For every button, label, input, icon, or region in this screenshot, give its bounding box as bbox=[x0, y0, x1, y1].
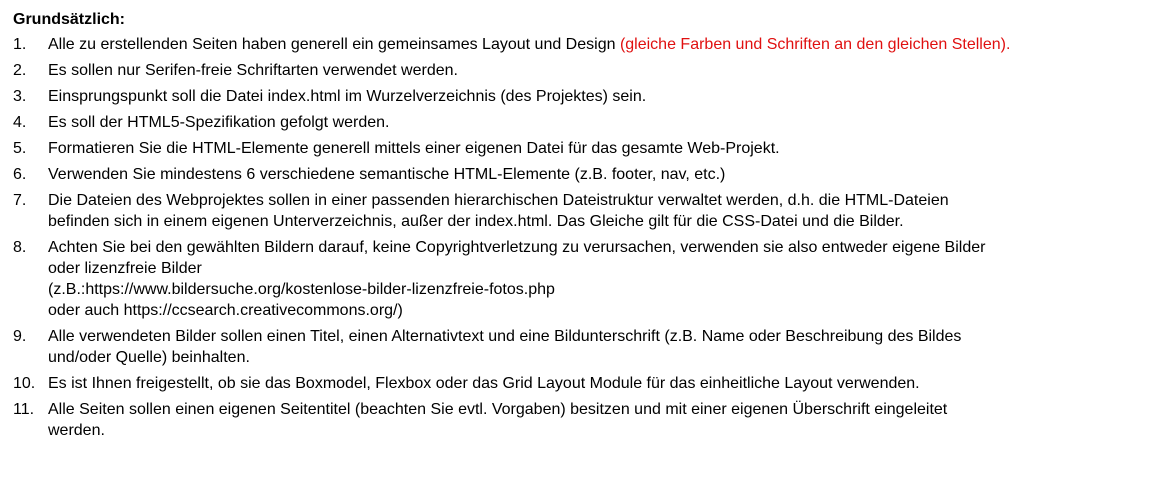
heading: Grundsätzlich: bbox=[13, 11, 126, 28]
list-item bbox=[13, 373, 1148, 394]
item-line bbox=[48, 34, 1148, 55]
list-item bbox=[13, 60, 1148, 81]
item-line: oder auch https://ccsearch.creativecommons.org/) bbox=[48, 302, 403, 319]
item-number: 3. bbox=[13, 88, 27, 105]
item-line: Verwenden Sie mindestens 6 verschiedene semantische HTML-Elemente (z.B. footer, nav, etc.) bbox=[48, 166, 726, 183]
list-item bbox=[13, 326, 1148, 368]
item-number: 10. bbox=[13, 375, 36, 392]
item-number: 1. bbox=[13, 36, 27, 53]
item-line: Alle Seiten sollen einen eigenen Seitentitel (beachten Sie evtl. Vorgaben) besitzen und mit einer eigenen Überschrift eingeleitet bbox=[48, 401, 948, 418]
item-number: 8. bbox=[13, 239, 27, 256]
item-number: 4. bbox=[13, 114, 27, 131]
item-number: 5. bbox=[13, 140, 27, 157]
item-number: 11. bbox=[13, 401, 35, 418]
item-line: und/oder Quelle) beinhalten. bbox=[48, 349, 250, 366]
item-line: Es soll der HTML5-Spezifikation gefolgt werden. bbox=[48, 114, 390, 131]
list-item bbox=[13, 34, 1148, 55]
item-text: Alle zu erstellenden Seiten haben generell ein gemeinsames Layout und Design bbox=[48, 36, 616, 53]
list-item bbox=[13, 237, 1148, 321]
item-line: Formatieren Sie die HTML-Elemente generell mittels einer eigenen Datei für das gesamte Web-Projekt. bbox=[48, 140, 780, 157]
highlight-text: (gleiche Farben und Schriften an den gleichen Stellen). bbox=[619, 36, 1011, 53]
item-line: Alle verwendeten Bilder sollen einen Titel, einen Alternativtext und eine Bildunterschrift (z.B. Name oder Beschreibung des Bildes bbox=[48, 328, 962, 345]
item-number: 7. bbox=[13, 192, 27, 209]
item-line: werden. bbox=[48, 422, 105, 439]
item-line: Achten Sie bei den gewählten Bildern darauf, keine Copyrightverletzung zu verursachen, verwenden sie also entweder eigene Bilder bbox=[48, 239, 986, 256]
list-item bbox=[13, 86, 1148, 107]
document bbox=[13, 9, 1148, 446]
list-item bbox=[13, 399, 1148, 441]
item-number: 2. bbox=[13, 62, 27, 79]
item-line: Es sollen nur Serifen-freie Schriftarten verwendet werden. bbox=[48, 62, 458, 79]
item-line: Einsprungspunkt soll die Datei index.html im Wurzelverzeichnis (des Projektes) sein. bbox=[48, 88, 647, 105]
list-item bbox=[13, 190, 1148, 232]
item-number: 6. bbox=[13, 166, 27, 183]
item-line: Es ist Ihnen freigestellt, ob sie das Boxmodel, Flexbox oder das Grid Layout Module für das einheitliche Layout verwenden. bbox=[48, 375, 920, 392]
item-line: Die Dateien des Webprojektes sollen in einer passenden hierarchischen Dateistruktur verwaltet werden, d.h. die HTML-Dateien bbox=[48, 192, 949, 209]
list-item bbox=[13, 112, 1148, 133]
item-line: (z.B.:https://www.bildersuche.org/kostenlose-bilder-lizenzfreie-fotos.php bbox=[48, 281, 555, 298]
item-line: oder lizenzfreie Bilder bbox=[48, 260, 202, 277]
list-item bbox=[13, 164, 1148, 185]
item-line: befinden sich in einem eigenen Unterverzeichnis, außer der index.html. Das Gleiche gilt für die CSS-Datei und die Bilder. bbox=[48, 213, 904, 230]
item-number: 9. bbox=[13, 328, 27, 345]
requirements-list bbox=[13, 34, 1148, 441]
list-item bbox=[13, 138, 1148, 159]
